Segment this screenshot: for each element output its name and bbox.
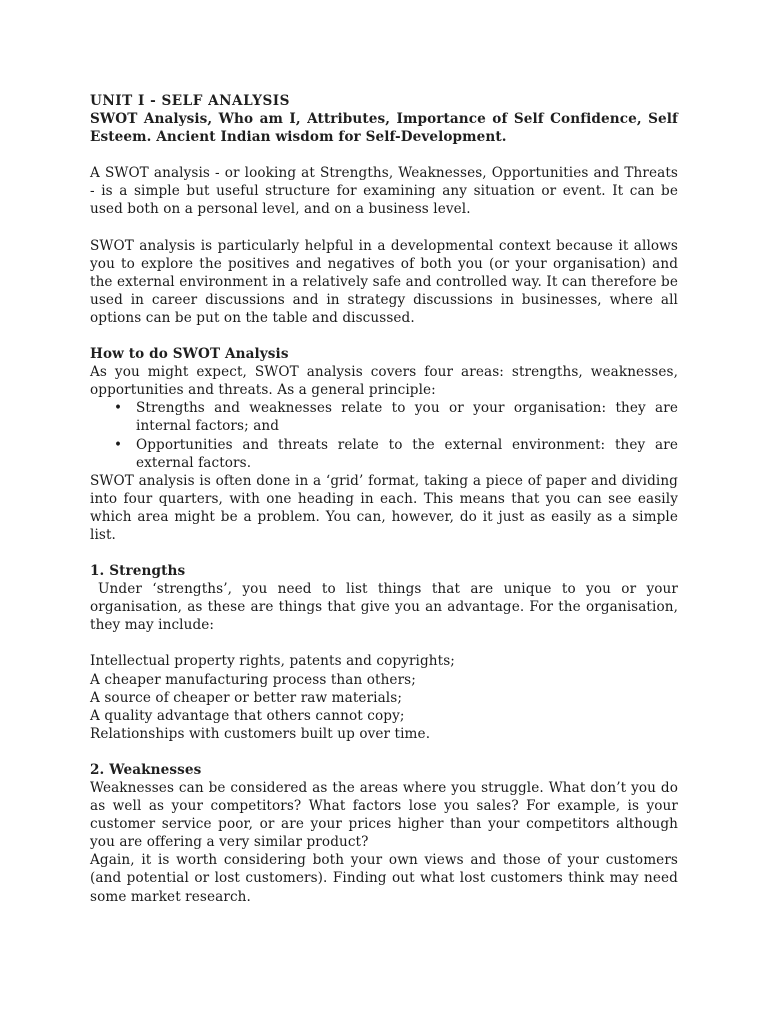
intro-paragraph-1: A SWOT analysis - or looking at Strengths, Weaknesses, Opportunities and Threats - is a simple but useful structure for examining any situation or event. It can be used both on a personal level, and on a business level. <box>90 165 678 218</box>
bullet-icon: • <box>114 436 123 453</box>
unit-title: UNIT I - SELF ANALYSIS <box>90 93 290 109</box>
spacer <box>90 743 678 761</box>
weaknesses-paragraph-2: Again, it is worth considering both your own views and those of your customers (and potential or lost customers). Finding out what lost customers think may need some market research. <box>90 852 678 905</box>
strengths-heading: 1. Strengths <box>90 563 186 580</box>
spacer <box>90 327 678 345</box>
how-to-closing: SWOT analysis is often done in a ‘grid’ format, taking a piece of paper and dividing into four quarters, with one heading in each. This means that you can see easily which area might be a problem. You can, however, do it just as easily as a simple list. <box>90 472 678 543</box>
spacer <box>90 219 678 237</box>
list-item: Intellectual property rights, patents and copyrights; <box>90 653 455 670</box>
spacer <box>90 544 678 562</box>
bullet-text: Opportunities and threats relate to the external environment: they are external factors. <box>136 436 678 471</box>
unit-subtitle: SWOT Analysis, Who am I, Attributes, Importance of Self Confidence, Self Esteem. Ancient Indian wisdom for Self-Development. <box>90 111 678 146</box>
spacer <box>90 634 678 652</box>
how-to-bullet-list <box>90 399 678 471</box>
document-page <box>90 92 678 906</box>
list-item: A cheaper manufacturing process than others; <box>90 671 416 688</box>
weaknesses-paragraph-1: Weaknesses can be considered as the areas where you struggle. What don’t you do as well as your competitors? What factors lose you sales? For example, is your customer service poor, or are your prices higher than your competitors although you are offering a very similar product? <box>90 780 678 851</box>
bullet-item <box>90 399 678 435</box>
bullet-icon: • <box>114 400 123 417</box>
bullet-text: Strengths and weaknesses relate to you or your organisation: they are internal factors; and <box>136 400 678 435</box>
weaknesses-heading: 2. Weaknesses <box>90 761 202 778</box>
how-to-heading: How to do SWOT Analysis <box>90 346 289 363</box>
list-item: A source of cheaper or better raw materials; <box>90 689 403 706</box>
strengths-intro: Under ‘strengths’, you need to list things that are unique to you or your organisation, as these are things that give you an advantage. For the organisation, they may include: <box>90 581 678 634</box>
intro-paragraph-2: SWOT analysis is particularly helpful in a developmental context because it allows you to explore the positives and negatives of both you (or your organisation) and the external environment in a relatively safe and controlled way. It can therefore be used in career discussions and in strategy discussions in businesses, where all options can be put on the table and discussed. <box>90 237 678 326</box>
how-to-intro: As you might expect, SWOT analysis covers four areas: strengths, weaknesses, opportunities and threats. As a general principle: <box>90 364 678 399</box>
bullet-item <box>90 436 678 472</box>
strengths-list <box>90 652 678 742</box>
list-item: A quality advantage that others cannot copy; <box>90 707 405 724</box>
list-item: Relationships with customers built up over time. <box>90 725 431 742</box>
spacer <box>90 146 678 164</box>
